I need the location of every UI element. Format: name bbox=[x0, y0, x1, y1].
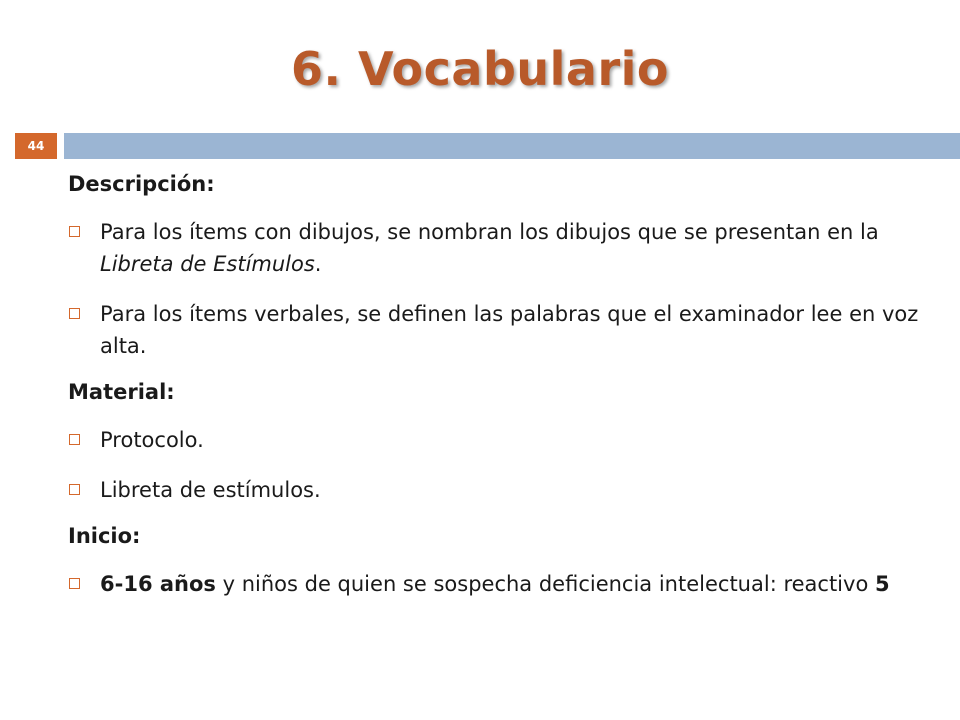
bold-text: 6-16 años bbox=[100, 572, 216, 596]
square-bullet-icon bbox=[69, 434, 80, 445]
bullet-text: Protocolo. bbox=[100, 428, 204, 452]
slide-title: 6. Vocabulario bbox=[290, 42, 670, 96]
square-bullet-icon bbox=[69, 308, 80, 319]
square-bullet-icon bbox=[69, 484, 80, 495]
bullet-item bbox=[68, 216, 938, 280]
section-heading-descripcion: Descripción: bbox=[68, 172, 215, 196]
square-bullet-icon bbox=[69, 226, 80, 237]
bullet-text: Libreta de estímulos. bbox=[100, 478, 321, 502]
slide-content bbox=[68, 166, 938, 618]
header-bar bbox=[64, 133, 960, 159]
bullet-text: Para los ítems con dibujos, se nombran los dibujos que se presentan en la Libreta de Estímulos. bbox=[100, 220, 879, 276]
bullet-text: Para los ítems verbales, se definen las palabras que el examinador lee en voz alta. bbox=[100, 302, 919, 358]
bullet-item bbox=[68, 568, 938, 600]
bullet-item bbox=[68, 474, 938, 506]
bold-text: 5 bbox=[874, 572, 890, 596]
slide-number: 44 bbox=[15, 133, 57, 159]
bullet-item bbox=[68, 424, 938, 456]
bullet-text: 6-16 años y niños de quien se sospecha deficiencia intelectual: reactivo 5 bbox=[100, 572, 890, 596]
square-bullet-icon bbox=[69, 578, 80, 589]
bullet-item bbox=[68, 298, 938, 362]
section-heading-inicio: Inicio: bbox=[68, 524, 141, 548]
emphasis-text: Libreta de Estímulos bbox=[100, 252, 315, 276]
section-heading-material: Material: bbox=[68, 380, 175, 404]
